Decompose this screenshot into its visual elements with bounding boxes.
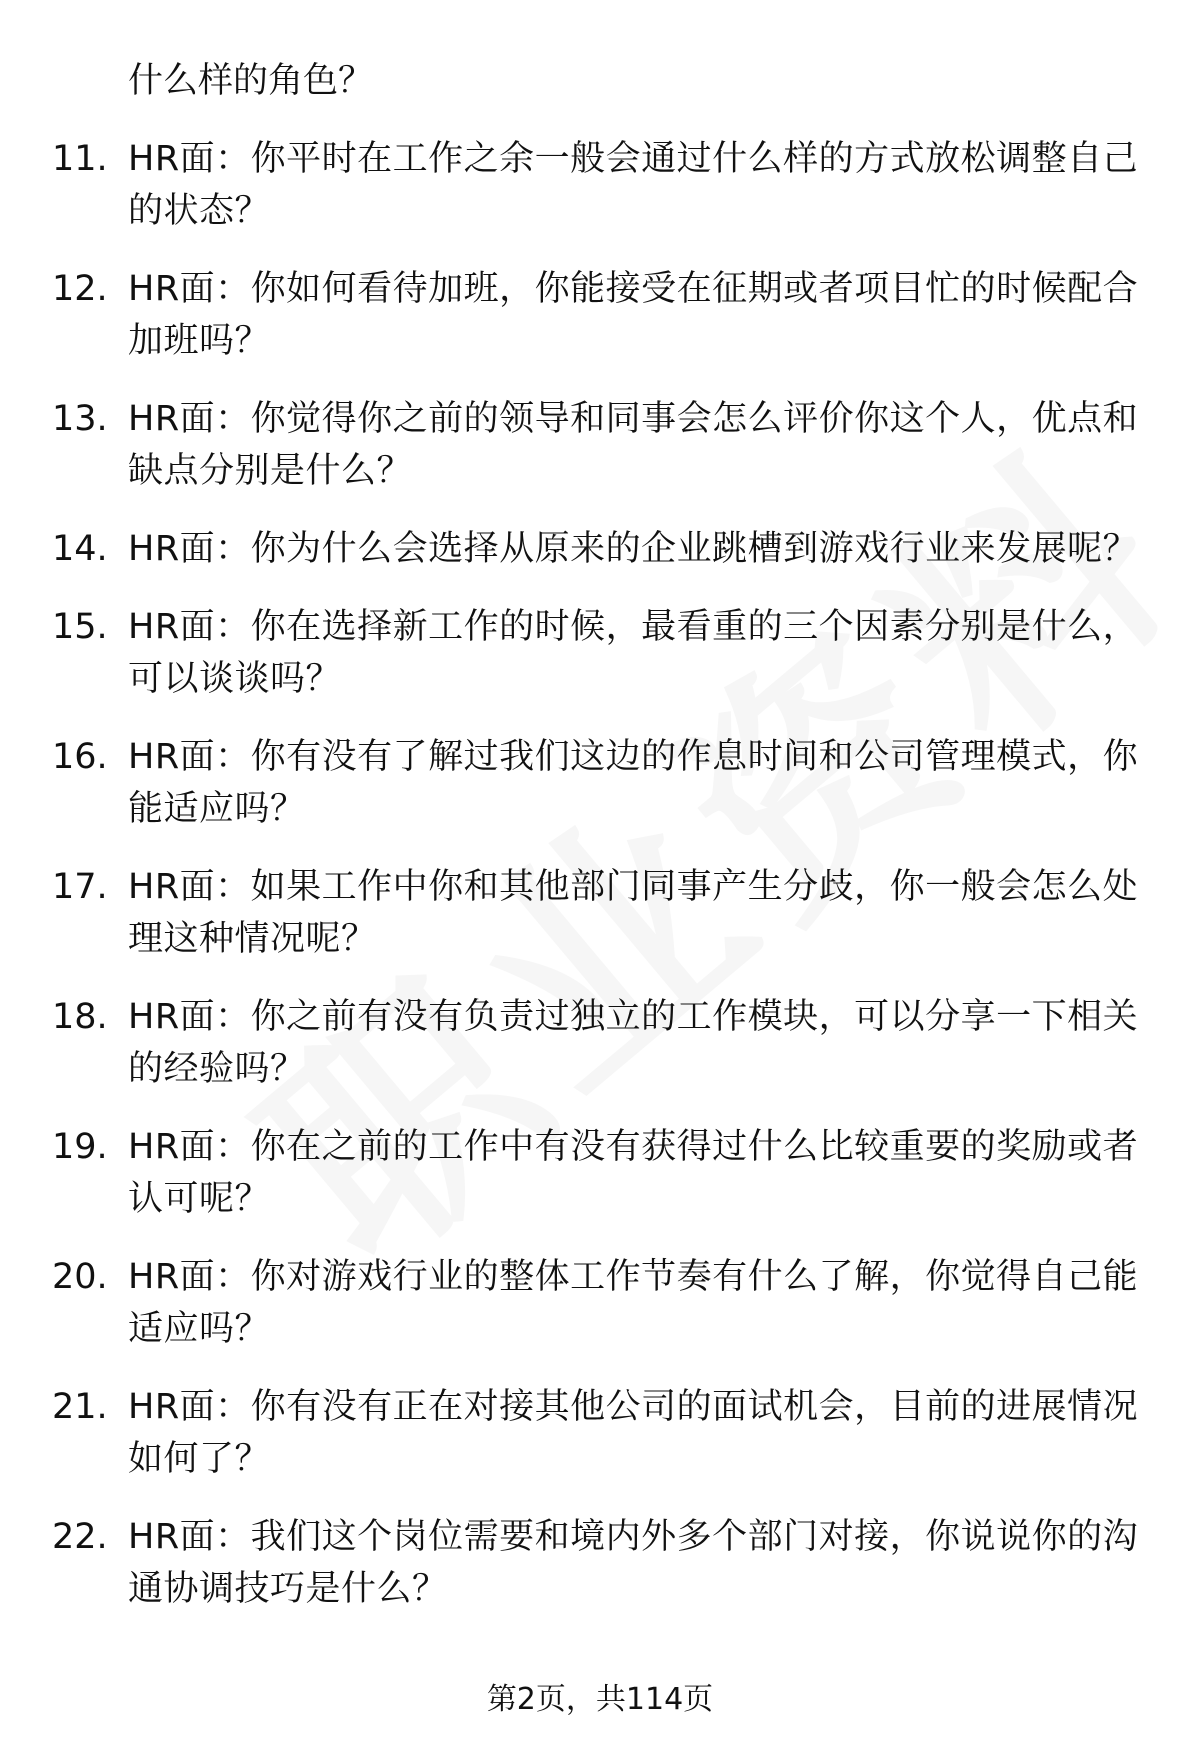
question-number: 14.	[52, 529, 108, 569]
question-number: 19.	[52, 1127, 108, 1167]
question-text: HR面：你有没有正在对接其他公司的面试机会，目前的进展情况如何了？	[128, 1387, 1139, 1479]
question-text: HR面：你为什么会选择从原来的企业跳槽到游戏行业来发展呢？	[128, 529, 1139, 569]
list-item	[0, 1511, 1200, 1615]
list-item	[0, 1381, 1200, 1485]
document-body	[0, 55, 1200, 1615]
question-text: HR面：你平时在工作之余一般会通过什么样的方式放松调整自己的状态？	[128, 139, 1139, 231]
list-item	[0, 601, 1200, 705]
question-number: 22.	[52, 1517, 108, 1557]
question-number: 18.	[52, 997, 108, 1037]
question-text: HR面：你在之前的工作中有没有获得过什么比较重要的奖励或者认可呢？	[128, 1127, 1139, 1219]
question-text: HR面：你如何看待加班，你能接受在征期或者项目忙的时候配合加班吗？	[128, 269, 1139, 361]
list-item	[0, 1251, 1200, 1355]
list-item	[0, 861, 1200, 965]
question-number: 17.	[52, 867, 108, 907]
question-text: HR面：你有没有了解过我们这边的作息时间和公司管理模式，你能适应吗？	[128, 737, 1139, 829]
list-item	[0, 731, 1200, 835]
question-text: HR面：如果工作中你和其他部门同事产生分歧，你一般会怎么处理这种情况呢？	[128, 867, 1139, 959]
question-text: HR面：你在选择新工作的时候，最看重的三个因素分别是什么，可以谈谈吗？	[128, 607, 1139, 699]
list-item	[0, 523, 1200, 575]
question-number: 20.	[52, 1257, 108, 1297]
question-text: HR面：我们这个岗位需要和境内外多个部门对接，你说说你的沟通协调技巧是什么？	[128, 1517, 1139, 1609]
question-number: 13.	[52, 399, 108, 439]
question-number: 12.	[52, 269, 108, 309]
list-item	[0, 263, 1200, 367]
question-number: 15.	[52, 607, 108, 647]
question-text: HR面：你觉得你之前的领导和同事会怎么评价你这个人，优点和缺点分别是什么？	[128, 399, 1139, 491]
list-item	[0, 393, 1200, 497]
question-text: HR面：你对游戏行业的整体工作节奏有什么了解，你觉得自己能适应吗？	[128, 1257, 1139, 1349]
question-number: 21.	[52, 1387, 108, 1427]
list-item	[0, 133, 1200, 237]
page-footer: 第2页，共114页	[486, 1682, 714, 1717]
list-item	[0, 991, 1200, 1095]
list-item	[0, 1121, 1200, 1225]
intro-line: 什么样的角色？	[128, 61, 374, 101]
question-text: HR面：你之前有没有负责过独立的工作模块，可以分享一下相关的经验吗？	[128, 997, 1139, 1089]
question-number: 11.	[52, 139, 108, 179]
question-list	[0, 133, 1200, 1615]
question-number: 16.	[52, 737, 108, 777]
